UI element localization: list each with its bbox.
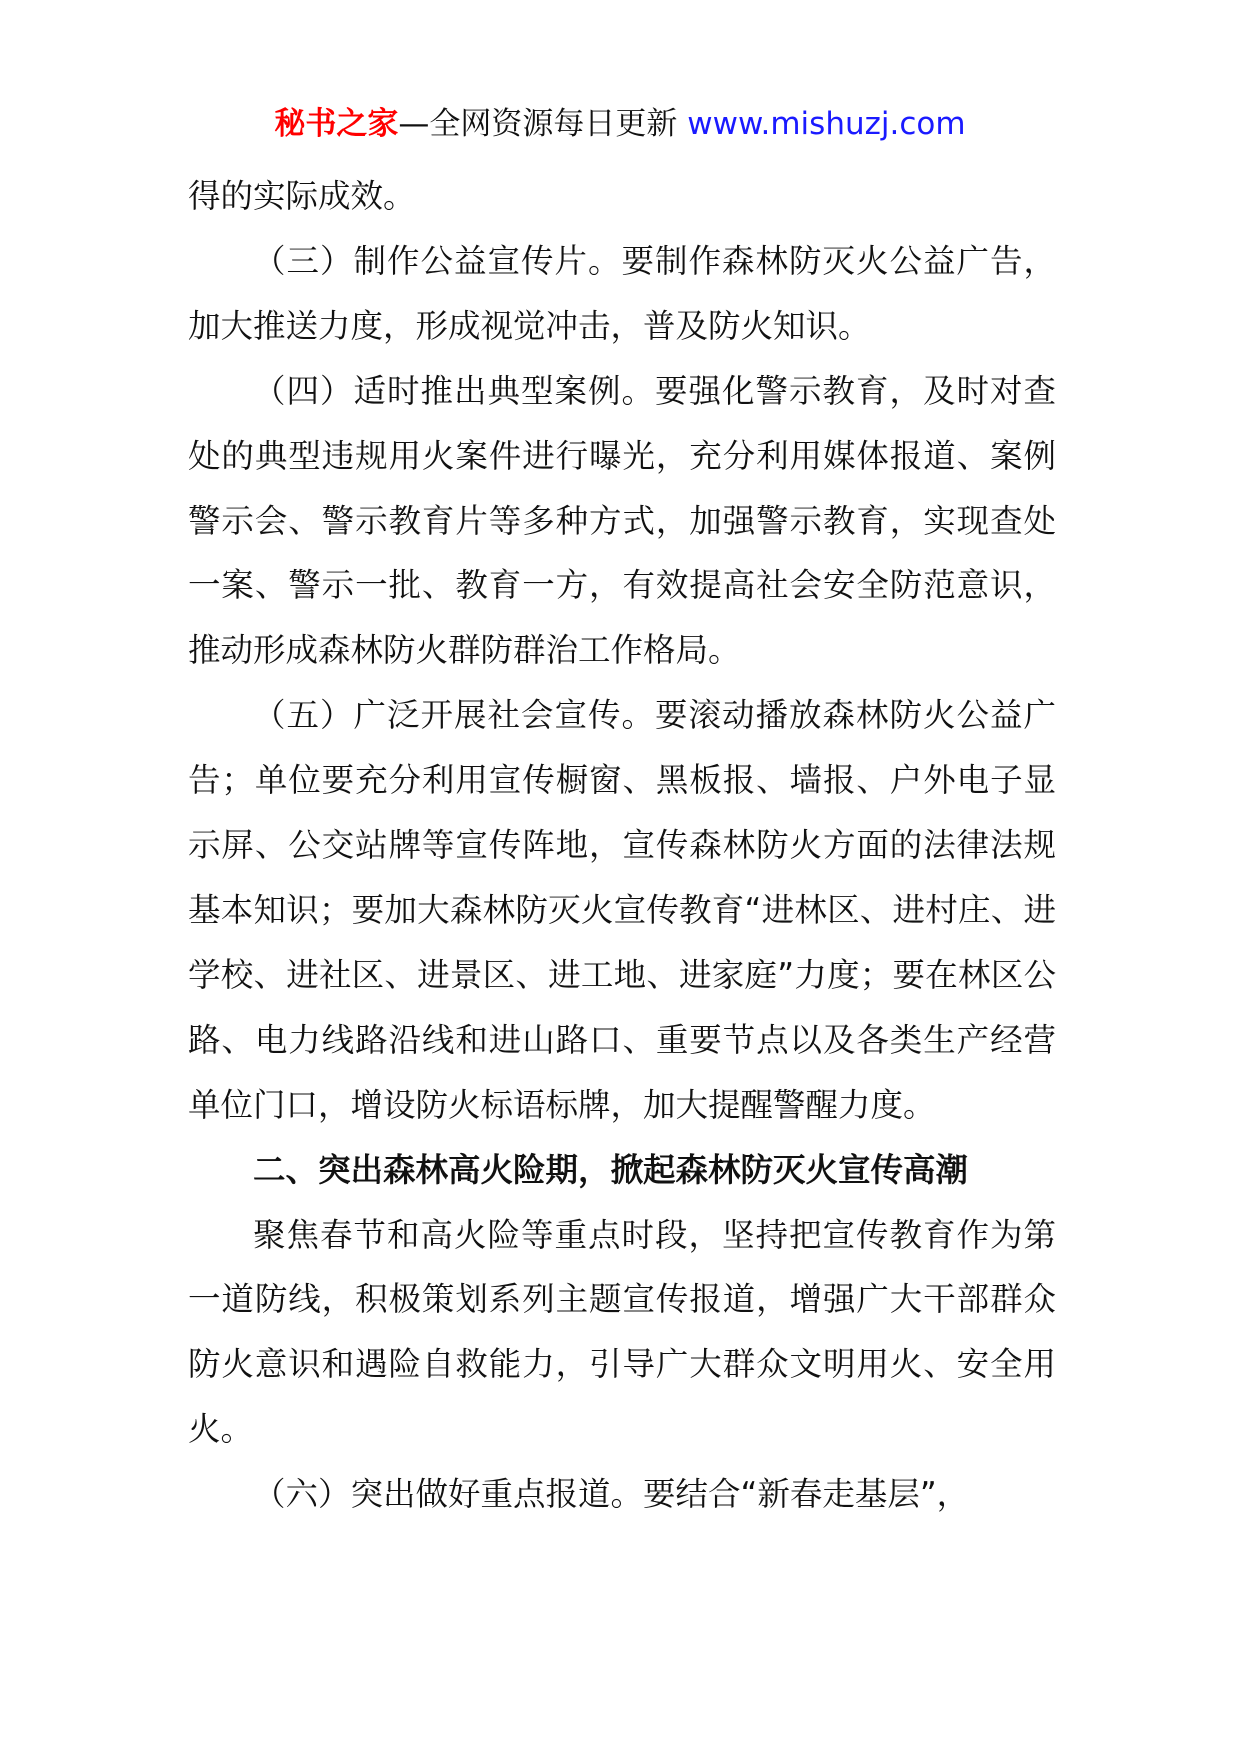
page-header (0, 102, 1240, 146)
header-brand: 秘书之家 (274, 106, 399, 142)
paragraph-continuation: 得的实际成效。 (188, 177, 416, 215)
document-body (188, 164, 1056, 1527)
header-tagline: —全网资源每日更新 (398, 106, 688, 142)
header-url-link[interactable]: www.mishuzj.com (687, 106, 966, 142)
paragraph-section-3: （三）制作公益宣传片。要制作森林防灭火公益广告，加大推送力度，形成视觉冲击，普及防火知识。 (188, 241, 1056, 345)
paragraph-section-5: （五）广泛开展社会宣传。要滚动播放森林防火公益广告；单位要充分利用宣传橱窗、黑板报、墙报、户外电子显示屏、公交站牌等宣传阵地，宣传森林防火方面的法律法规基本知识；要加大森林防灭火宣传教育“进林区、进村庄、进学校、进社区、进景区、进工地、进家庭”力度；要在林区公路、电力线路沿线和进山路口、重要节点以及各类生产经营单位门口，增设防火标语标牌，加大提醒警醒力度。 (188, 696, 1056, 1124)
paragraph-section-4: （四）适时推出典型案例。要强化警示教育，及时对查处的典型违规用火案件进行曝光，充分利用媒体报道、案例警示会、警示教育片等多种方式，加强警示教育，实现查处一案、警示一批、教育一方，有效提高社会安全防范意识，推动形成森林防火群防群治工作格局。 (188, 371, 1056, 670)
section-heading-2: 二、突出森林高火险期，掀起森林防灭火宣传高潮 (253, 1150, 969, 1189)
paragraph-section-6: （六）突出做好重点报道。要结合“新春走基层”， (253, 1475, 970, 1514)
paragraph-section-2-intro: 聚焦春节和高火险等重点时段，坚持把宣传教育作为第一道防线，积极策划系列主题宣传报道，增强广大干部群众防火意识和遇险自救能力，引导广大群众文明用火、安全用火。 (188, 1215, 1056, 1449)
